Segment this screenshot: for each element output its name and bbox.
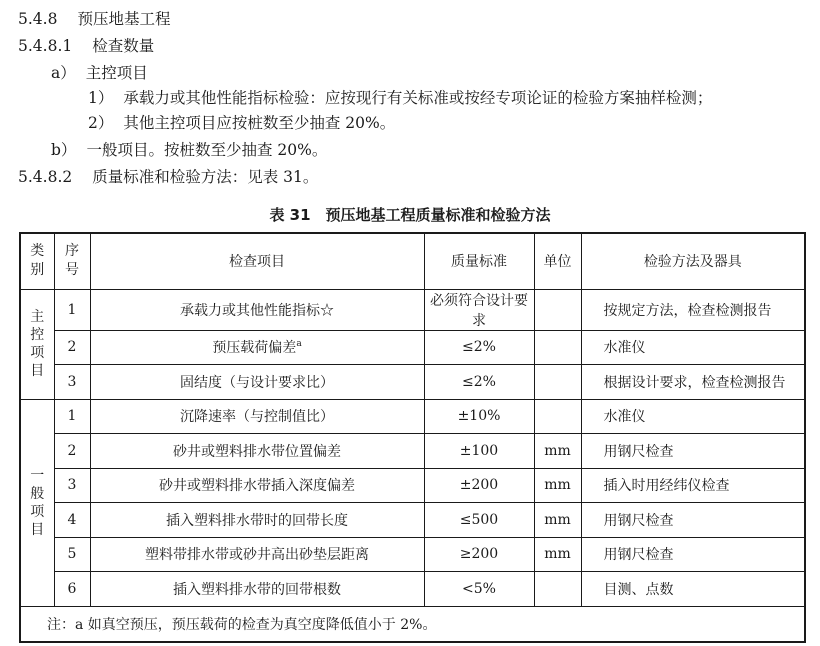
- method-cell: 水准仪: [581, 330, 805, 365]
- seq-cell: 2: [54, 330, 90, 365]
- method-cell: 插入时用经纬仪检查: [581, 468, 805, 503]
- header-seq: 序号: [54, 233, 90, 289]
- subsection-title: 检查数量: [92, 37, 155, 55]
- standard-cell: ±10%: [424, 399, 534, 434]
- standard-cell: ≤2%: [424, 365, 534, 400]
- list-marker: 1）: [88, 89, 114, 107]
- unit-cell: [534, 289, 581, 330]
- item-cell: [90, 399, 424, 434]
- item-text: 砂井或塑料排水带位置偏差: [173, 443, 341, 460]
- item-cell: [90, 289, 424, 330]
- list-marker: a）: [51, 64, 76, 82]
- standard-cell: <5%: [424, 572, 534, 607]
- seq-cell: 3: [54, 365, 90, 400]
- table-row: [20, 399, 805, 434]
- item-text: 固结度（与设计要求比）: [180, 374, 334, 391]
- standard-cell: ≥200: [424, 537, 534, 572]
- table-footnote-row: [20, 606, 805, 642]
- subsection-heading: [18, 36, 154, 56]
- table-caption: 表 31 预压地基工程质量标准和检验方法: [269, 206, 551, 224]
- unit-cell: [534, 330, 581, 365]
- unit-cell: mm: [534, 468, 581, 503]
- table-row: [20, 572, 805, 607]
- subsection-number: 5.4.8.2: [18, 168, 73, 186]
- method-cell: 用钢尺检查: [581, 503, 805, 538]
- method-cell: 用钢尺检查: [581, 537, 805, 572]
- quality-table: [19, 232, 806, 643]
- list-marker: 2）: [88, 114, 114, 132]
- unit-cell: mm: [534, 503, 581, 538]
- standard-cell: ≤2%: [424, 330, 534, 365]
- subsection-heading: [18, 167, 318, 187]
- category-cell: 一 般 项 目: [20, 399, 54, 606]
- table-row: [20, 503, 805, 538]
- item-cell: [90, 330, 424, 365]
- table-row: [20, 434, 805, 469]
- footnote-mark: a: [296, 339, 302, 350]
- method-cell: 用钢尺检查: [581, 434, 805, 469]
- unit-cell: mm: [534, 537, 581, 572]
- list-item-text: 承载力或其他性能指标检验：应按现行有关标准或按经专项论证的检验方案抽样检测；: [123, 89, 713, 107]
- item-cell: [90, 365, 424, 400]
- table-row: [20, 330, 805, 365]
- table-row: [20, 289, 805, 330]
- seq-cell: 3: [54, 468, 90, 503]
- item-cell: [90, 434, 424, 469]
- header-category: 类别: [20, 233, 54, 289]
- item-text: 砂井或塑料排水带插入深度偏差: [159, 478, 355, 495]
- item-text: 插入塑料排水带的回带根数: [173, 581, 341, 598]
- table-row: [20, 468, 805, 503]
- list-marker: b）: [51, 141, 77, 159]
- item-cell: [90, 537, 424, 572]
- method-cell: 按规定方法，检查检测报告: [581, 289, 805, 330]
- item-cell: [90, 503, 424, 538]
- unit-cell: [534, 365, 581, 400]
- seq-cell: 6: [54, 572, 90, 607]
- standard-cell: ≤500: [424, 503, 534, 538]
- list-item: [88, 88, 712, 108]
- seq-cell: 2: [54, 434, 90, 469]
- item-text: 承载力或其他性能指标☆: [180, 302, 334, 319]
- item-cell: [90, 572, 424, 607]
- seq-cell: 1: [54, 399, 90, 434]
- table-body: [20, 289, 805, 606]
- table-footnote: 注：a 如真空预压，预压载荷的检查为真空度降低值小于 2%。: [20, 606, 805, 642]
- standard-cell: 必须符合设计要求: [424, 289, 534, 330]
- seq-cell: 4: [54, 503, 90, 538]
- unit-cell: [534, 399, 581, 434]
- method-cell: 目测、点数: [581, 572, 805, 607]
- method-cell: 水准仪: [581, 399, 805, 434]
- seq-cell: 5: [54, 537, 90, 572]
- item-text: 预压载荷偏差: [212, 340, 297, 357]
- section-title: 预压地基工程: [77, 10, 171, 28]
- list-item-text: 主控项目: [85, 64, 148, 82]
- header-unit: 单位: [534, 233, 581, 289]
- table-row: [20, 537, 805, 572]
- item-text: 沉降速率（与控制值比）: [180, 409, 334, 426]
- category-cell: 主 控 项 目: [20, 289, 54, 399]
- section-heading: [18, 9, 170, 29]
- standard-cell: ±200: [424, 468, 534, 503]
- item-text: 塑料带排水带或砂井高出砂垫层距离: [145, 547, 369, 564]
- method-cell: 根据设计要求，检查检测报告: [581, 365, 805, 400]
- unit-cell: mm: [534, 434, 581, 469]
- table-header-row: [20, 233, 805, 289]
- subsection-title: 质量标准和检验方法：见表 31。: [92, 168, 319, 186]
- list-item: [51, 140, 327, 160]
- header-method: 检验方法及器具: [581, 233, 805, 289]
- standard-cell: ±100: [424, 434, 534, 469]
- header-standard: 质量标准: [424, 233, 534, 289]
- list-item: [51, 63, 148, 83]
- item-text: 插入塑料排水带时的回带长度: [166, 512, 348, 529]
- item-cell: [90, 468, 424, 503]
- header-item: 检查项目: [90, 233, 424, 289]
- section-number: 5.4.8: [18, 10, 58, 28]
- list-item-text: 一般项目。按桩数至少抽查 20%。: [86, 141, 328, 159]
- table-row: [20, 365, 805, 400]
- list-item-text: 其他主控项目应按桩数至少抽查 20%。: [123, 114, 396, 132]
- unit-cell: [534, 572, 581, 607]
- seq-cell: 1: [54, 289, 90, 330]
- subsection-number: 5.4.8.1: [18, 37, 73, 55]
- list-item: [88, 113, 395, 133]
